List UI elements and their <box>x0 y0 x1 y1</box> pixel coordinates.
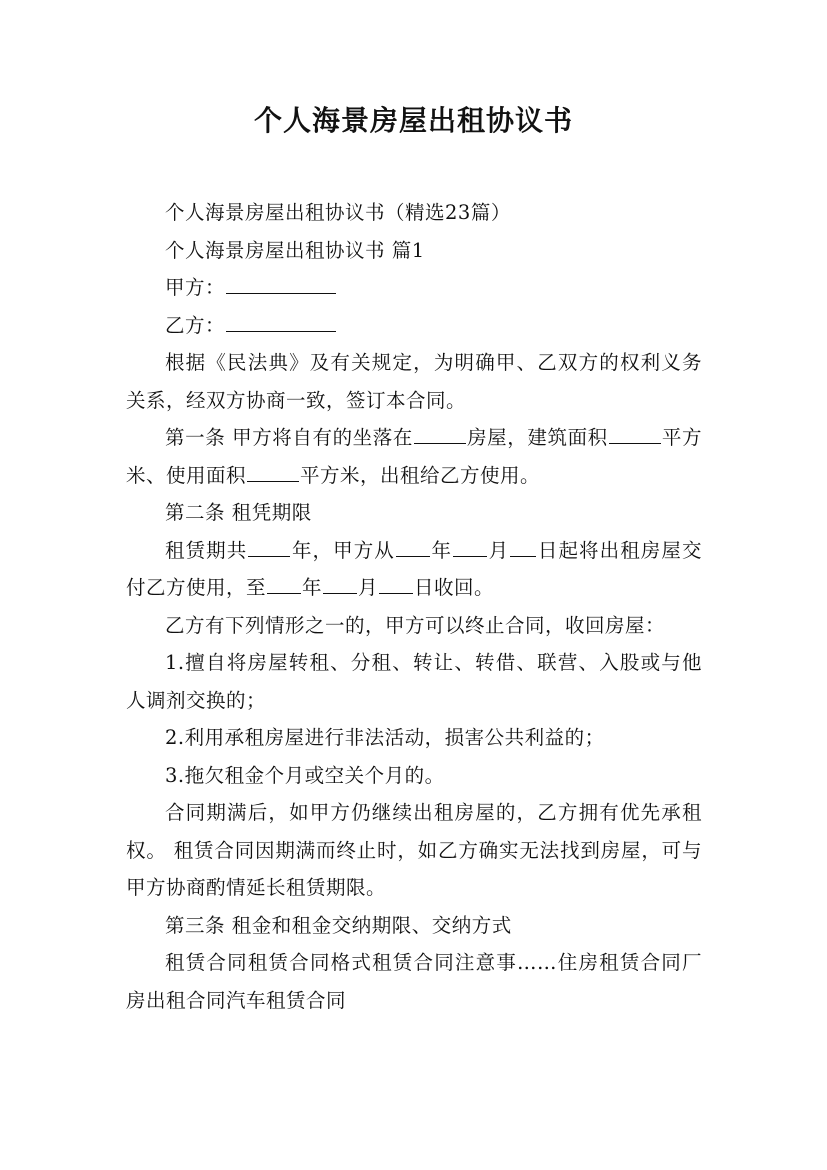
list-item: 1.擅自将房屋转租、分租、转让、转借、联营、入股或与他人调剂交换的； <box>126 651 702 712</box>
blank-field <box>414 423 466 444</box>
blank-field <box>510 535 536 556</box>
lease-term-text: 年，甲方从 <box>291 538 395 562</box>
intro-paragraph: 根据《民法典》及有关规定，为明确甲、乙双方的权利义务关系，经双方协商一致，签订本合同。 <box>126 351 702 412</box>
document-body <box>126 194 702 1019</box>
article-3-heading: 第三条 租金和租金交纳期限、交纳方式 <box>165 913 512 937</box>
blank-field <box>379 573 413 594</box>
party-b-line <box>126 307 702 345</box>
lease-term-text: 年 <box>430 538 453 562</box>
lease-term-paragraph <box>126 532 702 607</box>
party-a-label: 甲方： <box>165 276 226 299</box>
renewal-paragraph: 合同期满后，如甲方仍继续出租房屋的，乙方拥有优先承租权。 租赁合同因期满而终止时，如乙方确实无法找到房屋，可与甲方协商酌情延长租赁期限。 <box>126 801 702 899</box>
party-b-blank <box>226 310 336 331</box>
article-1-text: 平方米、使用面积 <box>126 426 702 487</box>
party-a-blank <box>226 273 336 294</box>
article-1 <box>126 419 702 494</box>
list-item: 2.利用承租房屋进行非法活动，损害公共利益的； <box>165 726 605 749</box>
document-title: 个人海景房屋出租协议书 <box>253 104 573 137</box>
subtitle: 个人海景房屋出租协议书（精选23篇） <box>165 201 511 224</box>
blank-field <box>453 535 487 556</box>
blank-field <box>247 460 299 481</box>
lease-term-text: 年 <box>302 576 323 599</box>
lease-term-text: 租赁期共 <box>165 538 248 562</box>
list-item: 3.拖欠租金个月或空关个月的。 <box>165 763 445 787</box>
blank-field <box>267 573 301 594</box>
article-1-text: 房屋，建筑面积 <box>466 426 608 449</box>
blank-field <box>323 573 357 594</box>
lease-term-text: 月 <box>488 538 510 562</box>
related-links: 租赁合同租赁合同格式租赁合同注意事……住房租赁合同厂房出租合同汽车租赁合同 <box>126 951 702 1012</box>
blank-field <box>396 535 430 556</box>
section-heading: 个人海景房屋出租协议书 篇1 <box>165 238 425 262</box>
blank-field <box>609 423 661 444</box>
party-a-line <box>126 269 702 307</box>
lease-term-text: 日收回。 <box>414 576 495 599</box>
lease-term-text: 日起将出租房屋交付乙方使用，至 <box>126 538 702 599</box>
blank-field <box>248 535 290 556</box>
article-1-text: 平方米，出租给乙方使用。 <box>300 463 541 487</box>
article-1-text: 第一条 甲方将自有的坐落在 <box>165 426 413 449</box>
termination-intro: 乙方有下列情形之一的，甲方可以终止合同，收回房屋： <box>165 613 666 637</box>
lease-term-text: 月 <box>358 576 379 599</box>
party-b-label: 乙方： <box>165 313 226 337</box>
article-2-heading: 第二条 租凭期限 <box>165 501 312 524</box>
